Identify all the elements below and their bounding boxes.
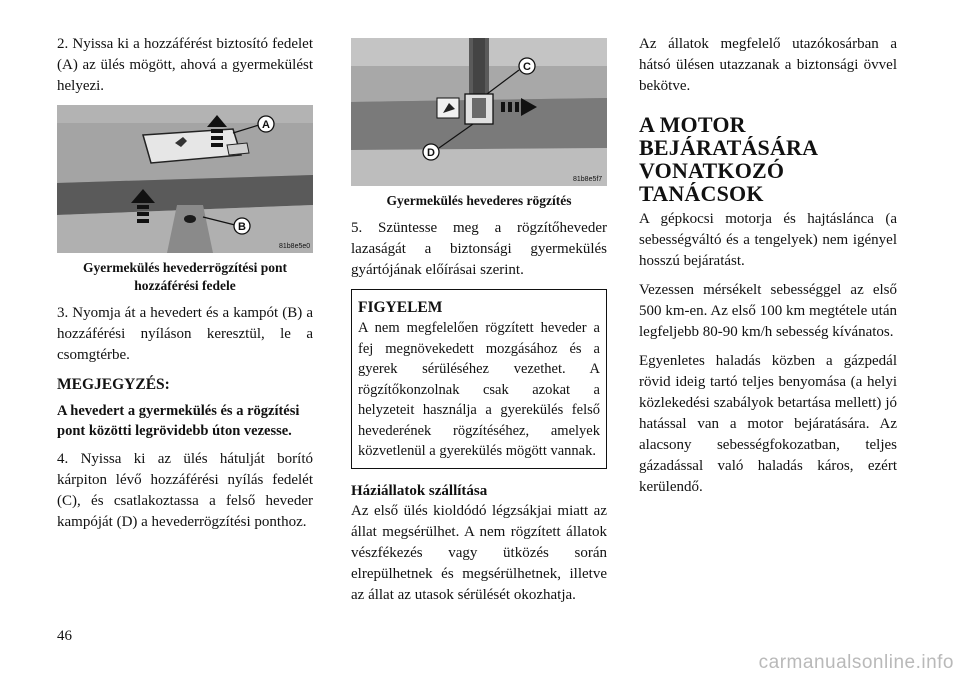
section-subheading: Háziállatok szállítása [351, 482, 488, 499]
warning-title: FIGYELEM [358, 299, 443, 316]
column-left [57, 34, 313, 541]
figure-caption: Gyermekülés hevederrögzítési pont hozzáférési fedele [83, 260, 287, 293]
figure-tether-cover-illustration [57, 105, 313, 253]
column-right [639, 34, 897, 506]
step-4-text: 4. Nyissa ki az ülés hátulját borító kárpiton lévő hozzáférési nyílás fedelét (C), és csatlakoztassa a felső heveder kampóját (D) a hevederrögzítési ponthoz. [57, 451, 313, 530]
figure-code: 81b8e5e0 [279, 243, 311, 250]
engine-text-2: Vezessen mérsékelt sebességgel az első 500 km-en. Az első 100 km megtétele után legfeljebb 80-90 km/h sebesség kívánatos. [639, 282, 897, 340]
step-2-text: 2. Nyissa ki a hozzáférést biztosító fedelet (A) az ülés mögött, ahová a gyermekülést helyezi. [57, 36, 313, 94]
column-middle [351, 34, 607, 614]
page-number: 46 [57, 628, 72, 644]
pets-text: Az első ülés kioldódó légzsákjai miatt az állat megsérülhet. A nem rögzített állatok vészfékezés vagy ütközés során elrepülhetnek és megsérülhetnek, illetve az állat az utasok sérülését okozhatja. [351, 502, 607, 603]
section-heading: A MOTOR BEJÁRATÁSÁRA VONATKOZÓ TANÁCSOK [639, 112, 818, 206]
note-text: A hevedert a gyermekülés és a rögzítési pont közötti legrövidebb úton vezesse. [57, 403, 300, 439]
watermark: carmanualsonline.info [758, 652, 954, 673]
step-3-text: 3. Nyomja át a hevedert és a kampót (B) a hozzáférési nyíláson keresztül, le a csomgtérbe. [57, 305, 313, 363]
step-5-text: 5. Szüntesse meg a rögzítőheveder lazaságát a biztonsági gyermekülés gyártójának előírásai szerint. [351, 220, 607, 278]
figure-tether-cover [57, 105, 313, 253]
callout-d: D [427, 147, 435, 159]
figure-tether-anchor [351, 38, 607, 186]
pets-continued-text: Az állatok megfelelő utazókosárban a hátsó ülésen utazzanak a biztonsági övvel bekötve. [639, 36, 897, 94]
callout-c: C [523, 61, 531, 73]
engine-text-1: A gépkocsi motorja és hajtáslánca (a sebességváltó és a tengelyek) nem igényel hosszú bejáratást. [639, 211, 897, 269]
callout-b: B [238, 221, 246, 233]
figure-code: 81b8e5f7 [573, 176, 603, 183]
engine-text-3: Egyenletes haladás közben a gázpedál rövid ideig tartó teljes benyomása (a helyi közlekedési szabályok betartása mellett) jó hatással van a motor bejáratására. Az alacsony sebességfokozatban, teljes gázadással való haladás káros, ezért kerülendő. [639, 353, 897, 495]
figure-caption: Gyermekülés hevederes rögzítés [386, 193, 572, 208]
figure-tether-anchor-illustration [351, 38, 607, 186]
callout-a: A [262, 119, 270, 131]
warning-box [351, 289, 607, 469]
warning-text: A nem megfelelően rögzített heveder a fej megnövekedett mozgásához és a gyerek sérüléséhez vezethet. A rögzítőkonzolnak csak azokat a helyzeteit használja a gyerekülés felső hevederének rögzítéséhez, amelyek közvetlenül a gyerekülés mögött vannak. [358, 320, 600, 459]
note-heading: MEGJEGYZÉS: [57, 376, 170, 393]
